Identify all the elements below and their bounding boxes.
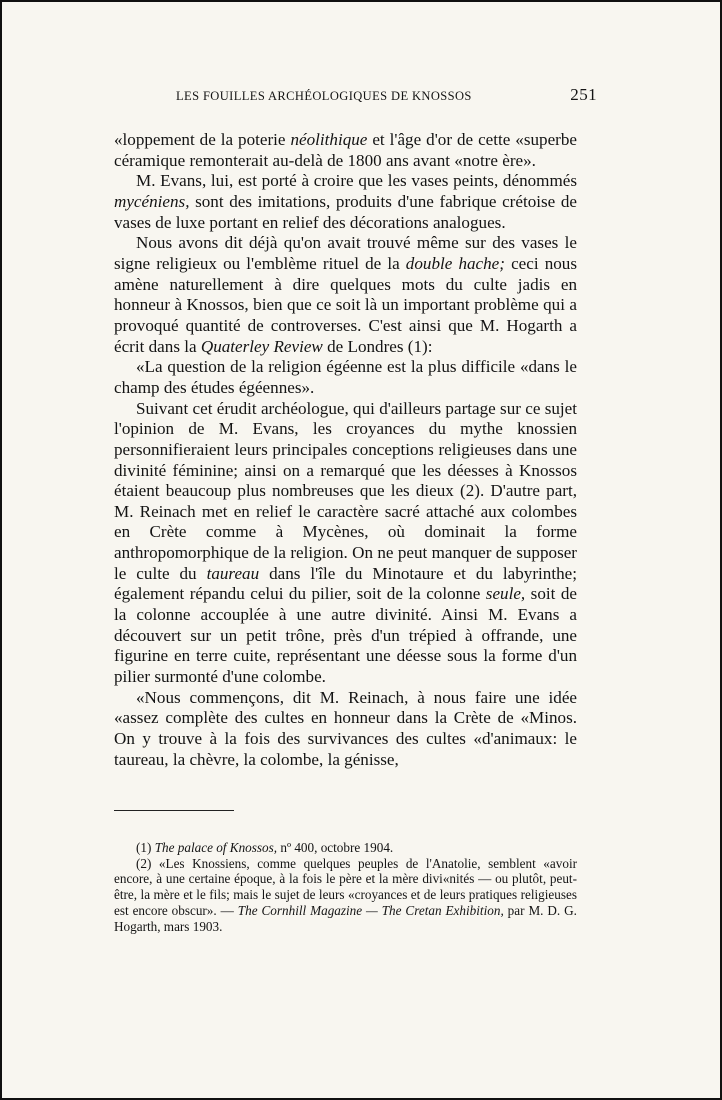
italic-run: taureau <box>206 563 260 583</box>
paragraph-1 <box>114 130 577 171</box>
italic-run: double hache; <box>405 253 505 273</box>
text-run: (2) «Les Knossiens, comme quelques peuples de l'Anatolie, semblent «avoir encore, à une certaine époque, à la fois le père et la mère divi«nités — ou plutôt, peut-être, la mère et le fils; mais le sujet de leurs «croyances et de leurs pratiques religieuses est encore obscur». — <box>114 855 577 918</box>
text-run: Nous avons dit déjà qu'on avait trouvé même sur des vases le signe religieux ou l'emblème rituel de la <box>114 233 577 273</box>
text-run: (1) <box>136 840 155 855</box>
footnote-1 <box>114 840 577 856</box>
italic-run: Quaterley Review <box>200 336 323 356</box>
italic-run: mycéniens, <box>114 191 190 211</box>
italic-run: néolithique <box>290 130 368 149</box>
paragraph-2 <box>114 171 577 233</box>
text-run: sont des imitations, produits d'une fabrique crétoise de vases de luxe portant en relief des décorations analogues. <box>114 191 577 232</box>
text-run: dans l'île du Minotaure et du labyrinthe; également répandu celui du pilier, soit de la colonne <box>114 563 577 604</box>
text-run: ceci nous amène naturellement à dire quelques mots du culte jadis en honneur à Knossos, bien que ce soit là un important problème qui a provoqué quantité de controverses. C'est ainsi que M. Hogarth a écrit dans la <box>114 253 577 356</box>
italic-run: The Cornhill Magazine — The Cretan Exhibition, <box>237 902 504 918</box>
text-run: nº 400, octobre 1904. <box>277 840 394 855</box>
text-run: soit de la colonne accouplée à une autre divinité. Ainsi M. Evans a découvert sur un petit trône, près d'un trépied à offrande, une figurine en terre cuite, représentant une déesse sous la forme d'un pilier surmonté d'une colombe. <box>114 584 577 687</box>
page-number: 251 <box>570 85 597 104</box>
text-run: de Londres (1): <box>322 336 433 356</box>
paragraph-4-quote: «La question de la religion égéenne est la plus difficile «dans le champ des études égéennes». <box>114 357 577 397</box>
running-title: LES FOUILLES ARCHÉOLOGIQUES DE KNOSSOS <box>176 89 472 103</box>
paragraph-3 <box>114 233 577 357</box>
body-text <box>114 130 577 770</box>
italic-run: seule, <box>485 584 526 604</box>
italic-run: The palace of Knossos, <box>154 840 278 855</box>
text-run: et l'âge d'or de cette «superbe céramique remonterait au-delà de 1800 ans avant «notre ère». <box>114 130 577 170</box>
paragraph-5 <box>114 399 577 688</box>
text-run: Suivant cet érudit archéologue, qui d'ailleurs partage sur ce sujet l'opinion de M. Evans, les croyances du mythe knossien personnifieraient leurs principales conceptions religieuses dans une divinité féminine; ainsi on a remarqué que les déesses à Knossos étaient beaucoup plus nombreuses que les dieux (2). D'autre part, M. Reinach met en relief le caractère sacré attaché aux colombes en Crète comme à Mycènes, où dominait la forme anthropomorphique de la religion. On ne peut manquer de supposer le culte du <box>114 398 577 583</box>
footnotes <box>114 840 577 934</box>
text-run: «loppement de la poterie <box>114 130 291 149</box>
text-run: par M. D. G. Hogarth, mars 1903. <box>114 902 577 934</box>
footnote-rule <box>114 810 234 811</box>
text-run: M. Evans, lui, est porté à croire que les vases peints, dénommés <box>136 171 577 191</box>
footnote-2 <box>114 856 577 935</box>
paragraph-6-quote: «Nous commençons, dit M. Reinach, à nous faire une idée «assez complète des cultes en honneur dans la Crète de «Minos. On y trouve à la fois des survivances des cultes «d'animaux: le taureau, la chèvre, la colombe, la génisse, <box>114 687 577 769</box>
